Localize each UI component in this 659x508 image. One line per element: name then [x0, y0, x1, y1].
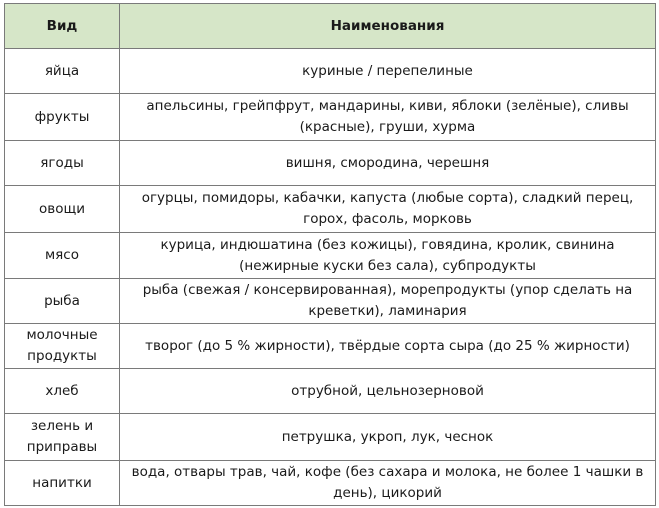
- row-kind: рыба: [5, 279, 120, 324]
- row-names: вишня, смородина, черешня: [120, 141, 656, 186]
- table-row: [5, 324, 656, 369]
- row-kind: зелень и приправы: [5, 414, 120, 461]
- table-row: [5, 414, 656, 461]
- row-kind: напитки: [5, 461, 120, 506]
- row-kind: молочные продукты: [5, 324, 120, 369]
- row-names: курица, индюшатина (без кожицы), говядина, кролик, свинина (нежирные куски без сала), субпродукты: [120, 233, 656, 279]
- header-kind: Вид: [5, 4, 120, 49]
- row-kind: мясо: [5, 233, 120, 279]
- row-names: отрубной, цельнозерновой: [120, 369, 656, 414]
- row-names: рыба (свежая / консервированная), морепродукты (упор сделать на креветки), ламинария: [120, 279, 656, 324]
- row-kind: хлеб: [5, 369, 120, 414]
- row-names: творог (до 5 % жирности), твёрдые сорта сыра (до 25 % жирности): [120, 324, 656, 369]
- header-row: [5, 4, 656, 49]
- table-row: [5, 233, 656, 279]
- table-row: [5, 141, 656, 186]
- table-row: [5, 369, 656, 414]
- row-names: апельсины, грейпфрут, мандарины, киви, яблоки (зелёные), сливы (красные), груши, хурма: [120, 94, 656, 141]
- food-table: [4, 3, 656, 506]
- row-names: петрушка, укроп, лук, чеснок: [120, 414, 656, 461]
- row-names: вода, отвары трав, чай, кофе (без сахара и молока, не более 1 чашки в день), цикорий: [120, 461, 656, 506]
- row-kind: фрукты: [5, 94, 120, 141]
- header-names: Наименования: [120, 4, 656, 49]
- row-kind: ягоды: [5, 141, 120, 186]
- table-row: [5, 279, 656, 324]
- row-names: куриные / перепелиные: [120, 49, 656, 94]
- table-row: [5, 186, 656, 233]
- table-row: [5, 461, 656, 506]
- row-kind: овощи: [5, 186, 120, 233]
- row-names: огурцы, помидоры, кабачки, капуста (любые сорта), сладкий перец, горох, фасоль, морковь: [120, 186, 656, 233]
- table-row: [5, 94, 656, 141]
- row-kind: яйца: [5, 49, 120, 94]
- table-row: [5, 49, 656, 94]
